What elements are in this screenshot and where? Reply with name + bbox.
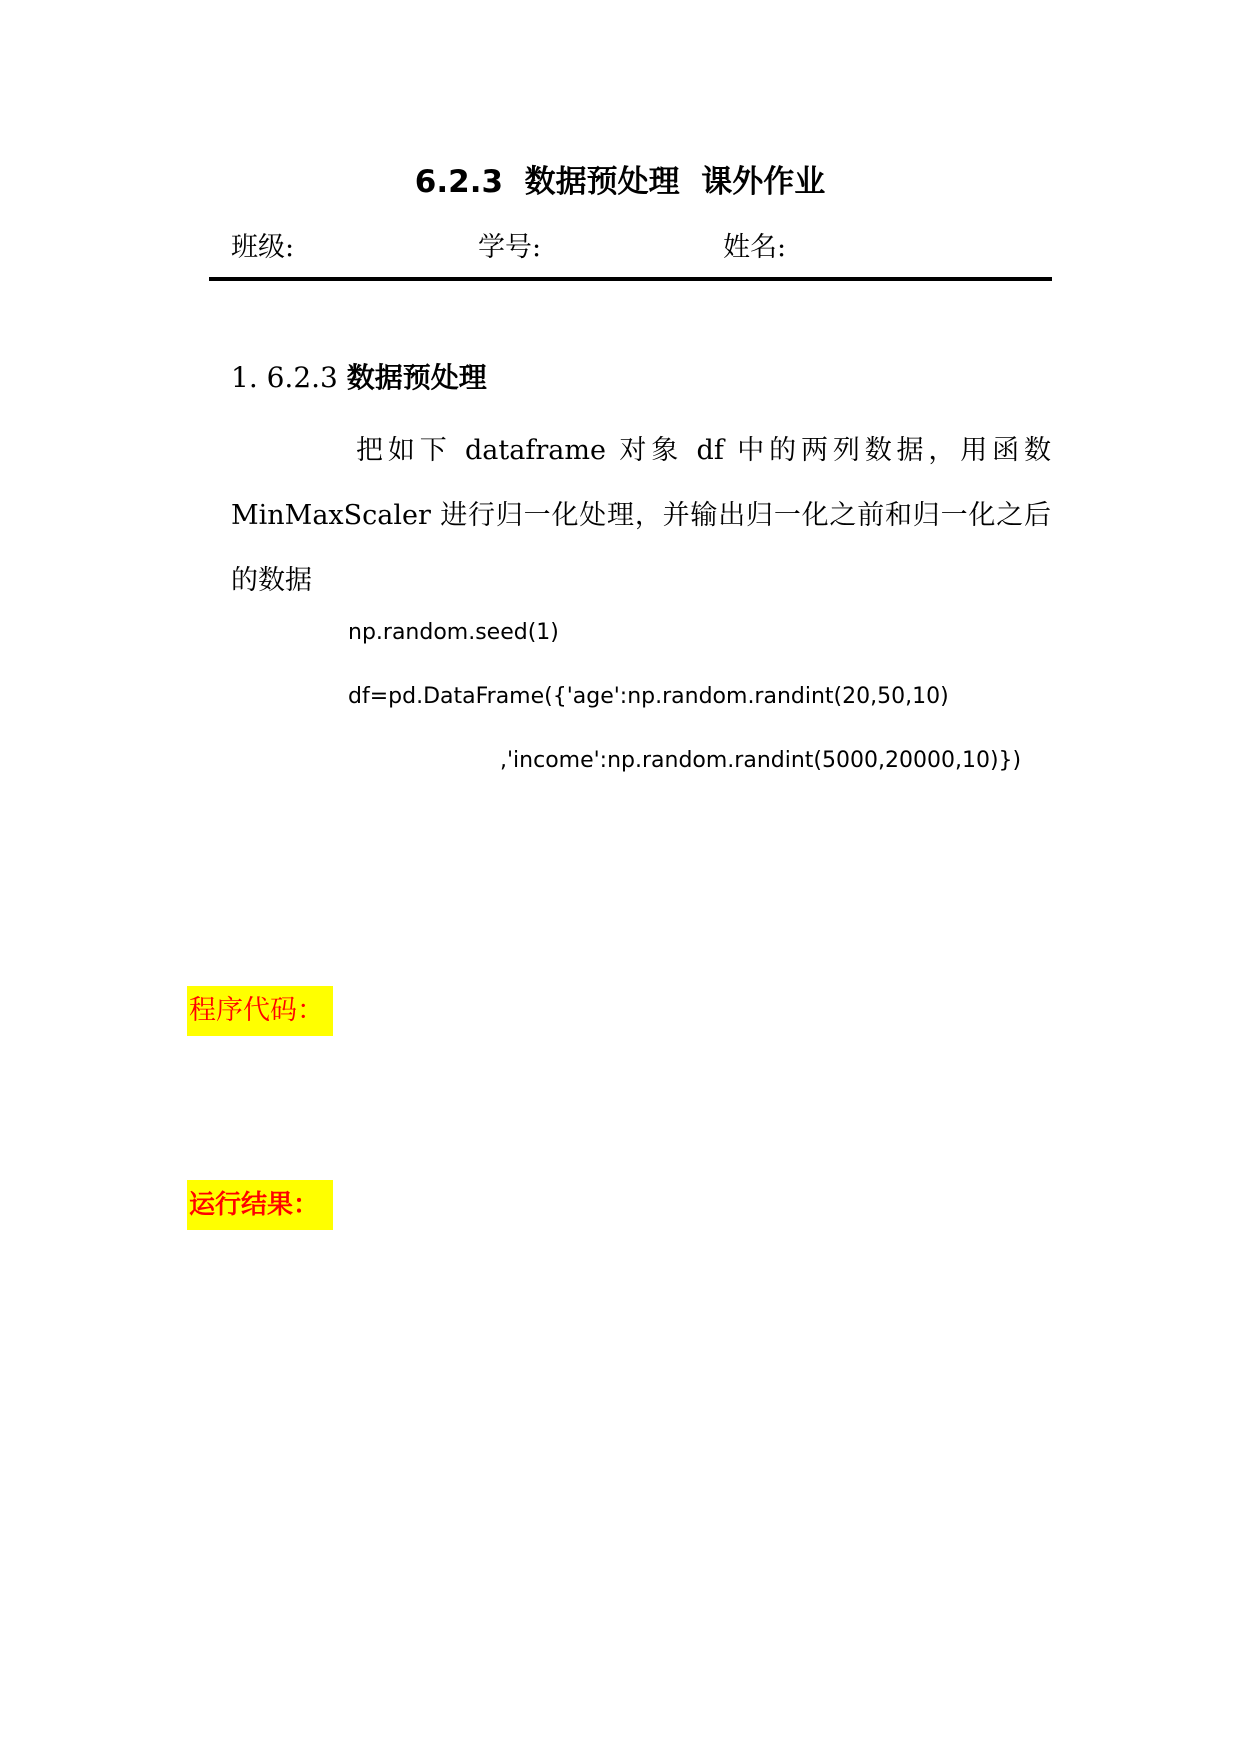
question-heading (231, 356, 487, 400)
header-divider (209, 277, 1052, 281)
question-number: 1. 6.2.3 (231, 361, 347, 394)
program-code-label: 程序代码： (187, 986, 333, 1036)
code-line: ,'income':np.random.randint(5000,20000,10)}) (500, 748, 1022, 773)
class-field-label: 班级: (231, 232, 295, 263)
code-line: np.random.seed(1) (348, 620, 559, 645)
question-name: 数据预处理 (346, 361, 487, 394)
run-result-label: 运行结果： (187, 1180, 333, 1230)
document-title: 6.2.3 数据预处理 课外作业 (414, 164, 826, 200)
student-id-field-label: 学号: (478, 232, 542, 263)
name-field-label: 姓名: (723, 232, 787, 263)
code-line: df=pd.DataFrame({'age':np.random.randint(20,50,10) (348, 684, 949, 709)
question-description: 把如下 dataframe 对象 df 中的两列数据，用函数 MinMaxScaler 进行归一化处理，并输出归一化之前和归一化之后的数据 (231, 435, 1051, 596)
